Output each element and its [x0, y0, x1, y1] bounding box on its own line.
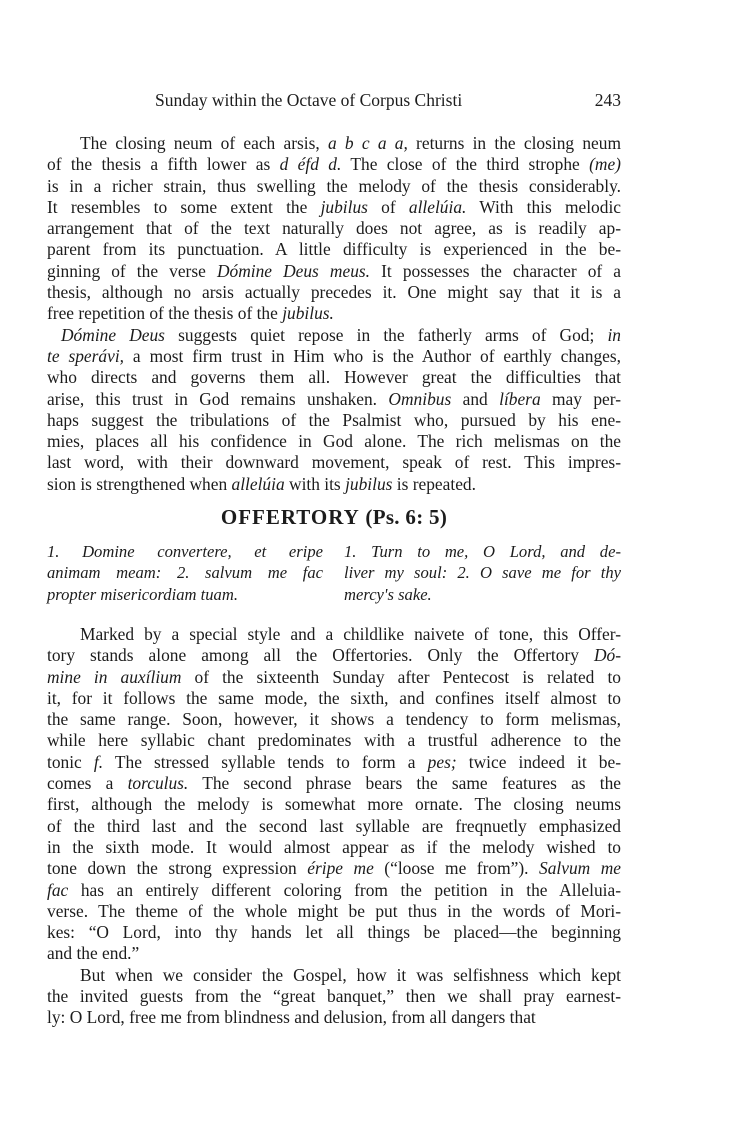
- body-block-lower: [47, 624, 621, 1029]
- italic-term: (me): [589, 154, 621, 175]
- text-line: while here syllabic chant predominates with a trustful adherence to the: [47, 730, 621, 751]
- italic-term: a b c a a,: [327, 133, 408, 153]
- text-line: haps suggest the tribulations of the Psalmist who, pursued by his ene-: [47, 409, 621, 430]
- italic-term: Dó-: [593, 645, 621, 666]
- text-line: the invited guests from the “great banquet,” then we shall pray earnest-: [47, 986, 621, 1007]
- italic-term: mine in auxílium: [47, 666, 182, 687]
- text-line: thesis, although no arsis actually precedes it. One might say that it is a: [47, 282, 621, 303]
- text-line: and the end.”: [47, 943, 140, 964]
- italic-term: torculus.: [127, 773, 189, 794]
- italic-term: te sperávi,: [47, 345, 125, 366]
- text-line: of the third last and the second last syllable are freqnuetly emphasized: [47, 815, 621, 836]
- body-block-upper: [47, 133, 621, 495]
- latin-line: 1. Domine convertere, et eripe: [47, 542, 323, 561]
- offertory-reference: (Ps. 6: 5): [365, 505, 448, 529]
- text-line: sion is strengthened when allelúia with its jubilus is repeated.: [47, 473, 476, 494]
- page-number: 243: [594, 90, 621, 110]
- italic-term: fac: [47, 879, 69, 900]
- text-line: kes: “O Lord, into thy hands let all things be placed—the beginning: [47, 922, 621, 943]
- text-line: tone down the strong expression éripe me (“loose me from”). Salvum me: [47, 858, 621, 879]
- text-line: parent from its punctuation. A little difficulty is experienced in the be-: [47, 239, 621, 260]
- text-line: arrangement that of the text naturally does not agree, as is readily ap-: [47, 218, 621, 239]
- text-line: the same range. Soon, however, it shows a tendency to form melismas,: [47, 709, 621, 730]
- italic-term: jubilus: [345, 473, 393, 494]
- paragraph-closing-neum: [47, 133, 621, 325]
- italic-term: in: [607, 324, 621, 345]
- text-line: is in a richer strain, thus swelling the melody of the thesis considerably.: [47, 175, 621, 196]
- italic-term: allelúia.: [408, 196, 467, 217]
- text-line: But when we consider the Gospel, how it was selfishness which kept: [80, 964, 621, 985]
- english-line: mercy's sake.: [344, 584, 432, 604]
- text-line: mine in auxílium of the sixteenth Sunday after Pentecost is related to: [47, 666, 621, 687]
- offertory-title: OFFERTORY: [220, 505, 360, 529]
- english-line: liver my soul: 2. O save me for thy: [344, 563, 621, 583]
- text-line: in the sixth mode. It would almost appear as if the melody wished to: [47, 836, 621, 857]
- italic-term: Salvum me: [539, 858, 621, 879]
- text-line: ginning of the verse Dómine Deus meus. It possesses the character of a: [47, 260, 621, 281]
- text-line: tonic f. The stressed syllable tends to form a pes; twice indeed it be-: [47, 751, 621, 772]
- text-line: arise, this trust in God remains unshaken. Omnibus and líbera may per-: [47, 388, 621, 409]
- paragraph-offertory-commentary: [47, 624, 621, 965]
- italic-term: jubilus: [320, 196, 368, 217]
- text-line: first, although the melody is somewhat more ornate. The closing neums: [47, 794, 621, 815]
- text-line: of the thesis a fifth lower as d éfd d. The close of the third strophe (me): [47, 154, 621, 175]
- english-translation: [344, 541, 621, 605]
- latin-line: animam meam: 2. salvum me fac: [47, 563, 323, 583]
- text-line: mies, places all his confidence in God alone. The rich melismas on the: [47, 431, 621, 452]
- italic-term: Dómine Deus: [61, 324, 165, 345]
- latin-text: [47, 541, 323, 605]
- italic-term: éripe me: [307, 858, 374, 879]
- offertory-text-columns: [47, 541, 621, 607]
- text-line: free repetition of the thesis of the jubilus.: [47, 303, 334, 324]
- italic-term: allelúia: [231, 473, 285, 494]
- english-line: 1. Turn to me, O Lord, and de-: [344, 542, 621, 561]
- text-line: comes a torculus. The second phrase bears the same features as the: [47, 773, 622, 794]
- italic-term: Dómine Deus meus.: [216, 260, 371, 281]
- paragraph-domine-deus: [47, 325, 621, 495]
- italic-term: f.: [93, 751, 104, 772]
- text-line: verse. The theme of the whole might be put thus in the words of Mori-: [47, 900, 621, 921]
- latin-line: propter misericordiam tuam.: [47, 584, 238, 604]
- offertory-heading: [47, 503, 621, 531]
- paragraph-gospel: [47, 965, 621, 1029]
- running-header: [47, 88, 621, 112]
- text-line: tory stands alone among all the Offertories. Only the Offertory Dó-: [47, 645, 621, 666]
- italic-term: Omnibus: [388, 388, 452, 409]
- text-line: It resembles to some extent the jubilus of allelúia. With this melodic: [47, 196, 621, 217]
- italic-term: líbera: [499, 388, 541, 409]
- text-line: fac has an entirely different coloring from the petition in the Alleluia-: [47, 879, 621, 900]
- text-line: who directs and governs them all. However great the difficulties that: [47, 367, 621, 388]
- italic-term: d éfd d.: [279, 154, 342, 175]
- text-line: last word, with their downward movement, speak of rest. This impres-: [47, 452, 621, 473]
- italic-term: jubilus.: [282, 303, 334, 324]
- text-line: te sperávi, a most firm trust in Him who is the Author of earthly changes,: [47, 345, 621, 366]
- italic-term: pes;: [427, 751, 457, 772]
- text-line: The closing neum of each arsis, a b c a a, returns in the closing neum: [80, 133, 621, 153]
- running-title: Sunday within the Octave of Corpus Christi: [155, 90, 463, 110]
- text-line: ly: O Lord, free me from blindness and delusion, from all dangers that: [47, 1007, 536, 1028]
- text-line: Marked by a special style and a childlike naivete of tone, this Offer-: [80, 624, 621, 644]
- text-line: Dómine Deus suggests quiet repose in the fatherly arms of God; in: [61, 324, 621, 345]
- text-line: it, for it follows the same mode, the sixth, and confines itself almost to: [47, 687, 621, 708]
